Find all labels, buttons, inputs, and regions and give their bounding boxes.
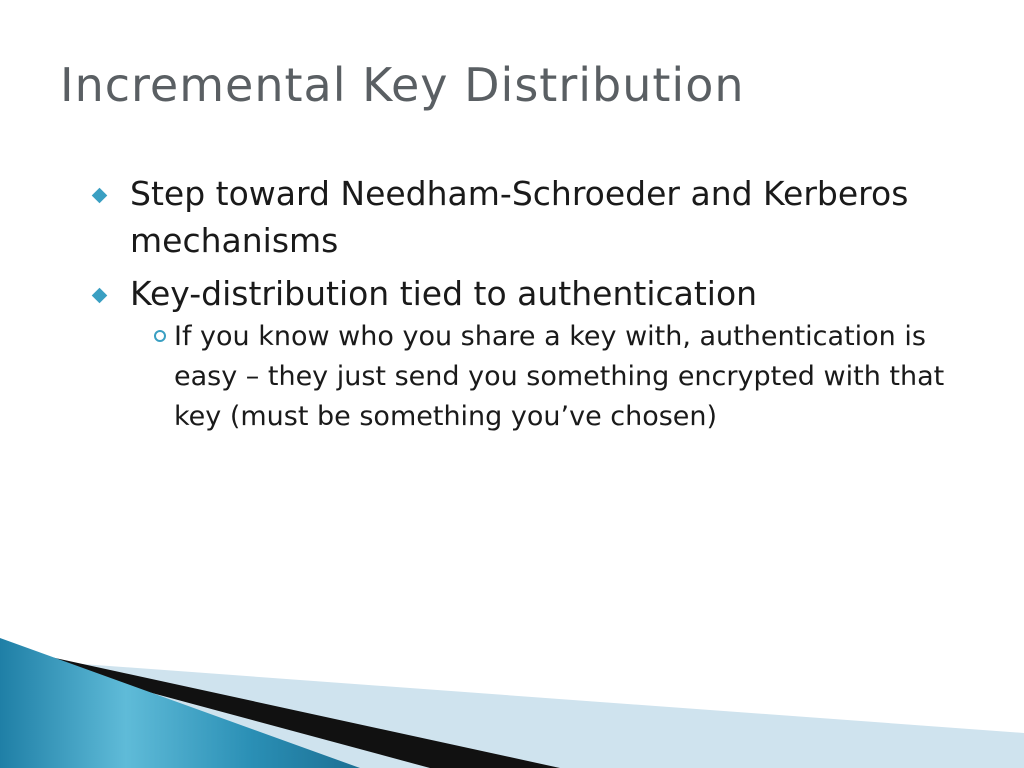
bullet-text: Key-distribution tied to authentication <box>130 274 758 313</box>
sub-bullet-list <box>130 317 950 437</box>
diamond-bullet-icon <box>92 288 108 304</box>
bullet-list <box>90 170 950 443</box>
sub-bullet-item <box>126 317 950 437</box>
circle-bullet-icon <box>154 330 166 342</box>
diamond-bullet-icon <box>92 188 108 204</box>
bullet-item-2 <box>90 270 950 437</box>
decorative-swoosh <box>0 638 1024 768</box>
bullet-item-1 <box>90 170 950 264</box>
slide-title: Incremental Key Distribution <box>60 58 745 112</box>
bullet-text: Step toward Needham-Schroeder and Kerberos mechanisms <box>130 174 909 260</box>
sub-bullet-text: If you know who you share a key with, authentication is easy – they just send you something encrypted with that key (must be something you’ve chosen) <box>174 321 945 432</box>
